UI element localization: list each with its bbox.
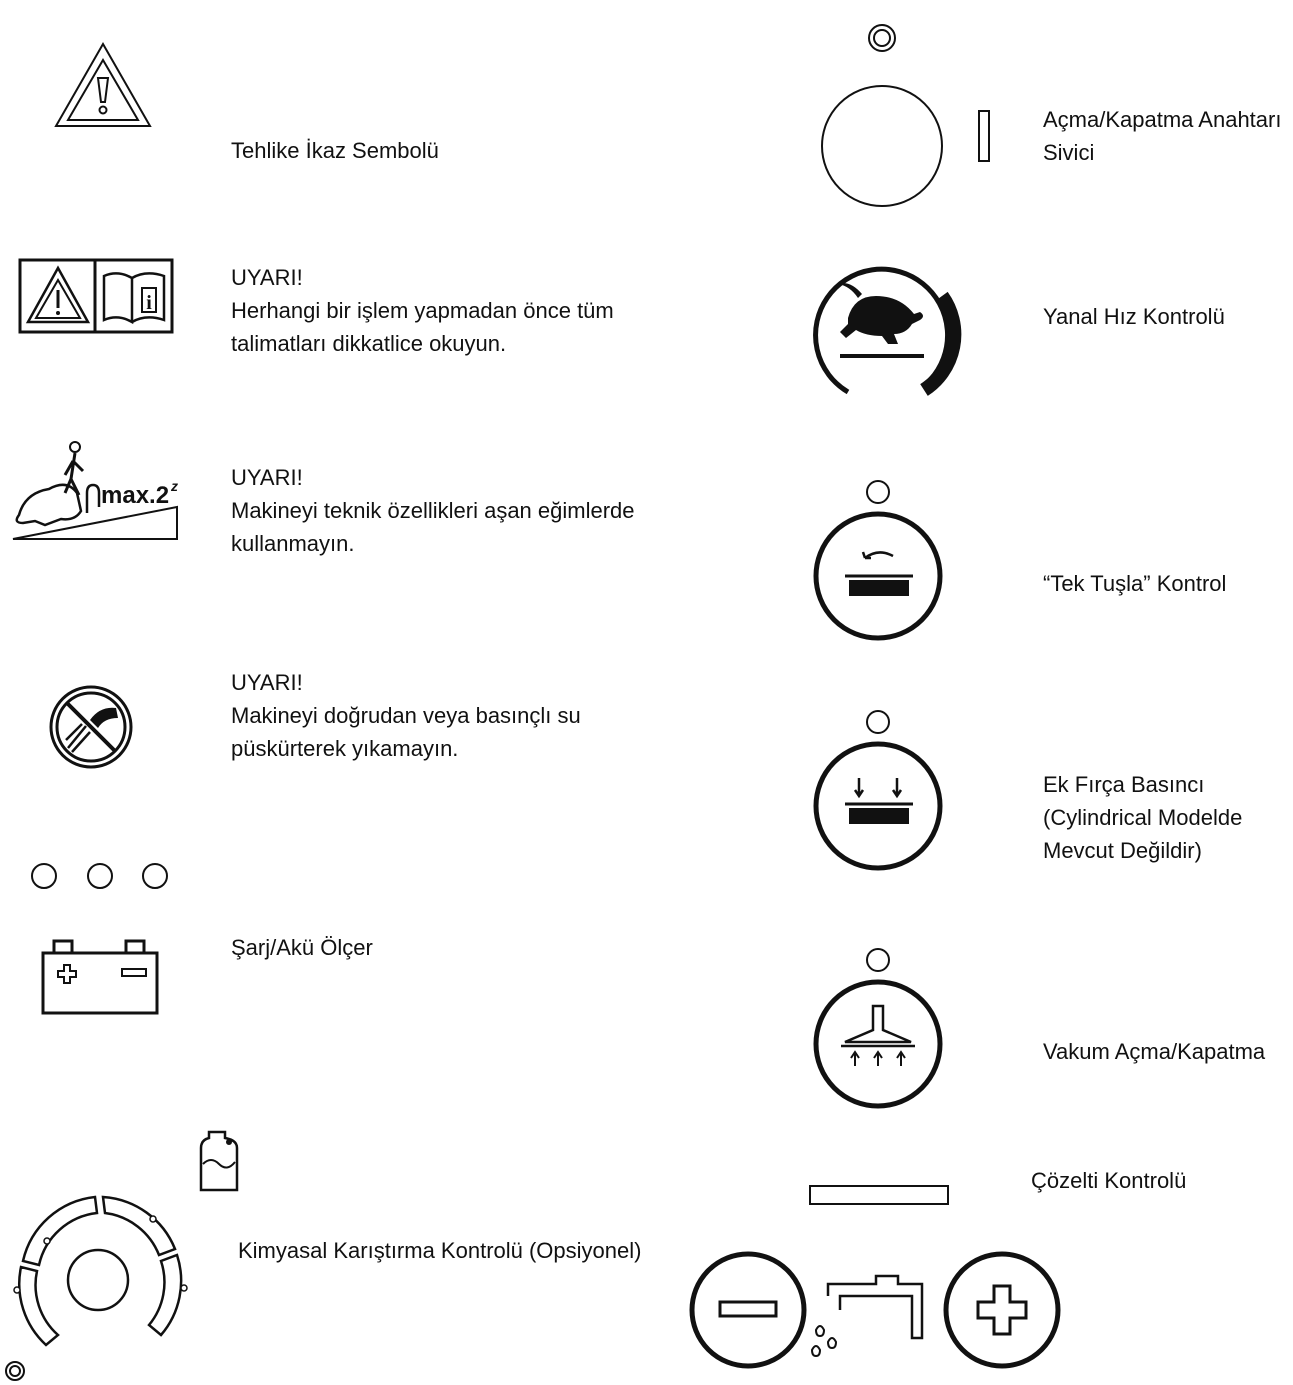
svg-text:i: i xyxy=(146,292,152,314)
one-touch-label: “Tek Tuşla” Kontrol xyxy=(1043,571,1227,596)
power-switch-icon xyxy=(810,18,1000,208)
one-touch-icon xyxy=(805,478,955,658)
battery-gauge-label: Şarj/Akü Ölçer xyxy=(231,935,373,960)
read-manual-icon xyxy=(18,258,174,334)
no-water-spray-warning: UYARI! Makineyi doğrudan veya basınçlı su püskürterek yıkamayın. xyxy=(231,670,581,761)
svg-text:z: z xyxy=(171,478,178,494)
no-water-spray-icon xyxy=(46,682,136,772)
slope-icon xyxy=(5,435,185,541)
rabbit-speed-icon xyxy=(810,250,960,400)
solution-control-icon xyxy=(680,1180,1080,1370)
brush-pressure-label: Ek Fırça Basıncı (Cylindrical Modelde Mevcut Değildir) xyxy=(1043,772,1243,863)
hazard-symbol-label: Tehlike İkaz Sembolü xyxy=(231,138,439,163)
indicator-lights-icon xyxy=(30,861,170,891)
speed-control-label: Yanal Hız Kontrolü xyxy=(1043,304,1225,329)
chemical-dial-icon xyxy=(3,1175,215,1385)
solution-control-label: Çözelti Kontrolü xyxy=(1031,1168,1187,1193)
battery-icon xyxy=(40,935,160,1017)
chemical-mix-label: Kimyasal Karıştırma Kontrolü (Opsiyonel) xyxy=(238,1238,642,1263)
brush-pressure-icon xyxy=(805,708,955,888)
read-manual-warning: UYARI! Herhangi bir işlem yapmadan önce tüm talimatları dikkatlice okuyun. xyxy=(231,265,614,356)
slope-max-text: max.2 xyxy=(101,482,170,509)
vacuum-icon xyxy=(805,946,955,1126)
warning-triangle-icon xyxy=(52,40,154,130)
slope-warning: UYARI! Makineyi teknik özellikleri aşan eğimlerde kullanmayın. xyxy=(231,465,635,556)
power-switch-label: Açma/Kapatma Anahtarı Sivici xyxy=(1043,107,1282,165)
vacuum-label: Vakum Açma/Kapatma xyxy=(1043,1039,1266,1064)
